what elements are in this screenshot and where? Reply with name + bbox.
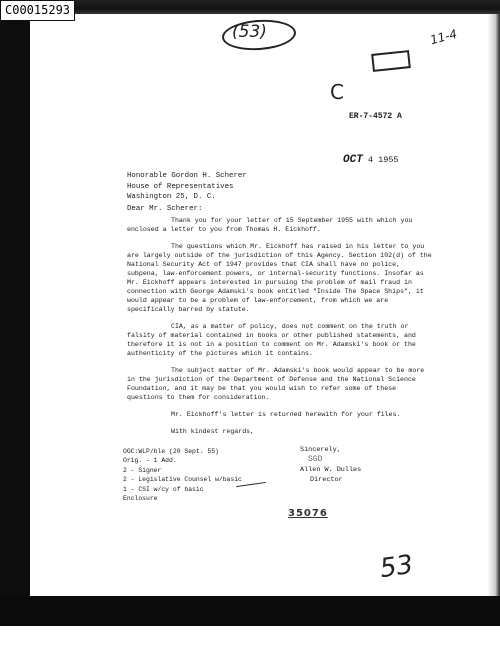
scan-border-right xyxy=(488,14,500,614)
signer-title: Director xyxy=(310,476,343,484)
distribution-line: 2 - Signer xyxy=(123,466,162,474)
addressee-line: House of Representatives xyxy=(127,182,234,191)
date-month: OCT xyxy=(343,154,363,166)
distribution-line: Orig. - 1 Add. xyxy=(123,457,177,465)
scan-border-left xyxy=(0,0,30,622)
filing-stamp: 35076 xyxy=(288,508,328,519)
body-paragraph: The questions which Mr. Eickhoff has raised in his letter to you are largely outside of the jurisdiction of this Agency. Section 102(d) of the National Security Act of 1947 provides that CIA shall have no police, subpena, law-enforcement powers, or internal-security functions. Insofar as Mr. Eickhoff appears interested in pursuing the problem of mail fraud in connection with George Adamski's book entitled "Inside The Space Ships", it would appear to be a problem of law-enforcement, from which we are specifically barred by statute. xyxy=(127,243,432,313)
signature-block xyxy=(300,445,361,485)
letter-body xyxy=(127,216,433,444)
handwritten-c-mark: C xyxy=(330,80,344,104)
distribution-line: OGC:WLP/ble (20 Sept. 55) xyxy=(123,448,219,455)
document-id-label: C00015293 xyxy=(0,0,75,21)
handwritten-bottom-number: 53 xyxy=(378,549,416,585)
body-paragraph: The subject matter of Mr. Adamski's book would appear to be more in the jurisdiction of the Department of Defense and the National Science Foundation, and it may be that you would wish to refer some of these questions to them for consideration. xyxy=(127,367,425,401)
crossed-stamp-box xyxy=(371,50,411,72)
signature-closing: Sincerely, xyxy=(300,446,341,454)
salutation: Dear Mr. Scherer: xyxy=(127,205,203,213)
closing-regards: With kindest regards, xyxy=(171,428,255,435)
handwritten-corner-mark: 11-4 xyxy=(428,26,459,48)
scan-border-bottom xyxy=(0,596,500,626)
distribution-line: 2 - Legislative Counsel w/basic xyxy=(123,476,242,484)
handwritten-page-number: (53) xyxy=(232,22,267,42)
distribution-line: Enclosure xyxy=(123,495,158,503)
date-day-year: 4 1955 xyxy=(367,155,399,165)
distribution-line: 1 - CSI w/cy of basic xyxy=(123,485,204,493)
signature-mark: SGD xyxy=(308,455,323,464)
body-paragraph: CIA, as a matter of policy, does not comment on the truth or falsity of material contained in books or other published statements, and therefore it is not in a position to comment on Mr. Adamski's book or the authenticity of the pictures which it contains. xyxy=(127,323,416,357)
body-paragraph: Thank you for your letter of 15 September 1955 with which you enclosed a letter to you from Thomas H. Eickhoff. xyxy=(127,217,413,233)
signer-name: Allen W. Dulles xyxy=(300,466,362,474)
reference-number: ER-7-4572 A xyxy=(349,112,402,121)
addressee-block xyxy=(127,171,247,203)
body-paragraph: Mr. Eickhoff's letter is returned herewith for your files. xyxy=(171,411,401,418)
addressee-line: Honorable Gordon H. Scherer xyxy=(127,172,247,180)
letter-date xyxy=(343,154,399,166)
distribution-list xyxy=(123,447,242,503)
addressee-line: Washington 25, D. C. xyxy=(127,193,216,201)
